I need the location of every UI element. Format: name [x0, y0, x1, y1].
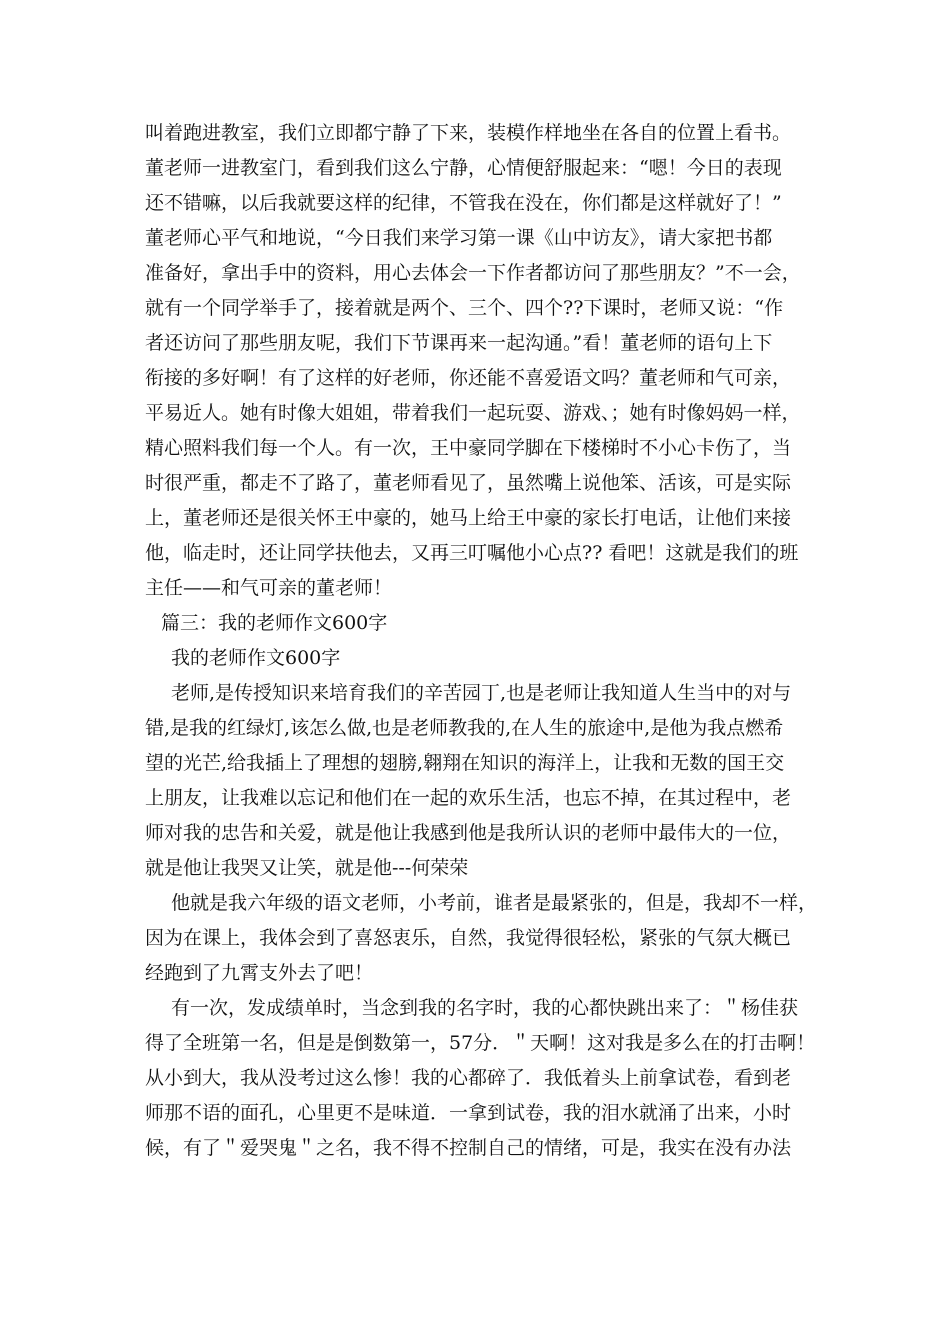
text-line: 他就是我六年级的语文老师，小考前，谁者是最紧张的，但是，我却不一样， [171, 892, 818, 914]
text-line: 师对我的忠告和关爱，就是他让我感到他是我所认识的老师中最伟大的一位， [145, 822, 792, 844]
text-line: 候，有了＂爱哭鬼＂之名，我不得不控制自己的情绪，可是，我实在没有办法 [145, 1137, 792, 1159]
text-line: 还不错嘛，以后我就要这样的纪律，不管我在没在，你们都是这样就好了！” [145, 192, 782, 214]
text-line: 者还访问了那些朋友呢，我们下节课再来一起沟通。”看！董老师的语句上下 [145, 332, 773, 354]
section-heading: 篇三：我的老师作文600字 [161, 612, 388, 634]
text-line: 就有一个同学举手了，接着就是两个、三个、四个??下课时，老师又说：“作 [145, 297, 784, 319]
text-line: 师那不语的面孔，心里更不是味道．一拿到试卷，我的泪水就涌了出来，小时 [145, 1102, 792, 1124]
article-title: 我的老师作文600字 [171, 647, 341, 669]
text-line: 时很严重，都走不了路了，董老师看见了，虽然嘴上说他笨、活该，可是实际 [145, 472, 792, 494]
text-line: 准备好，拿出手中的资料，用心去体会一下作者都访问了那些朋友？”不一会， [145, 262, 801, 284]
text-line: 从小到大，我从没考过这么惨！我的心都碎了．我低着头上前拿试卷，看到老 [145, 1067, 792, 1089]
text-line: 董老师一进教室门，看到我们这么宁静，心情便舒服起来：“嗯！今日的表现 [145, 157, 782, 179]
article-body [145, 116, 825, 1166]
text-line: 得了全班第一名，但是是倒数第一，57分．＂天啊！这对我是多么在的打击啊！ [145, 1032, 816, 1054]
text-line: 衔接的多好啊！有了这样的好老师，你还能不喜爱语文吗？董老师和气可亲， [145, 367, 792, 389]
text-line: 错,是我的红绿灯,该怎么做,也是老师教我的,在人生的旅途中,是他为我点燃希 [145, 717, 784, 739]
text-line: 上朋友，让我难以忘记和他们在一起的欢乐生活，也忘不掉，在其过程中，老 [145, 787, 792, 809]
text-line: 有一次，发成绩单时，当念到我的名字时，我的心都快跳出来了：＂杨佳获 [171, 997, 799, 1019]
text-line: 就是他让我哭又让笑，就是他---何荣荣 [145, 857, 469, 879]
text-line: 叫着跑进教室，我们立即都宁静了下来，装模作样地坐在各自的位置上看书。 [145, 122, 792, 144]
text-line: 因为在课上，我体会到了喜怒衷乐，自然，我觉得很轻松，紧张的气氛大概已 [145, 927, 792, 949]
text-line: 董老师心平气和地说，“今日我们来学习第一课《山中访友》，请大家把书都 [145, 227, 773, 249]
text-line: 精心照料我们每一个人。有一次，王中豪同学脚在下楼梯时不小心卡伤了，当 [145, 437, 792, 459]
text-line: 他，临走时，还让同学扶他去，又再三叮嘱他小心点?? 看吧！这就是我们的班 [145, 542, 799, 564]
text-line: 平易近人。她有时像大姐姐，带着我们一起玩耍、游戏、；她有时像妈妈一样， [145, 402, 801, 424]
text-line: 上，董老师还是很关怀王中豪的，她马上给王中豪的家长打电话，让他们来接 [145, 507, 792, 529]
text-line: 老师,是传授知识来培育我们的辛苦园丁,也是老师让我知道人生当中的对与 [171, 682, 792, 704]
text-line: 主任——和气可亲的董老师！ [145, 577, 393, 599]
text-line: 经跑到了九霄支外去了吧！ [145, 962, 374, 984]
text-line: 望的光芒,给我插上了理想的翅膀,翱翔在知识的海洋上，让我和无数的国王交 [145, 752, 785, 774]
